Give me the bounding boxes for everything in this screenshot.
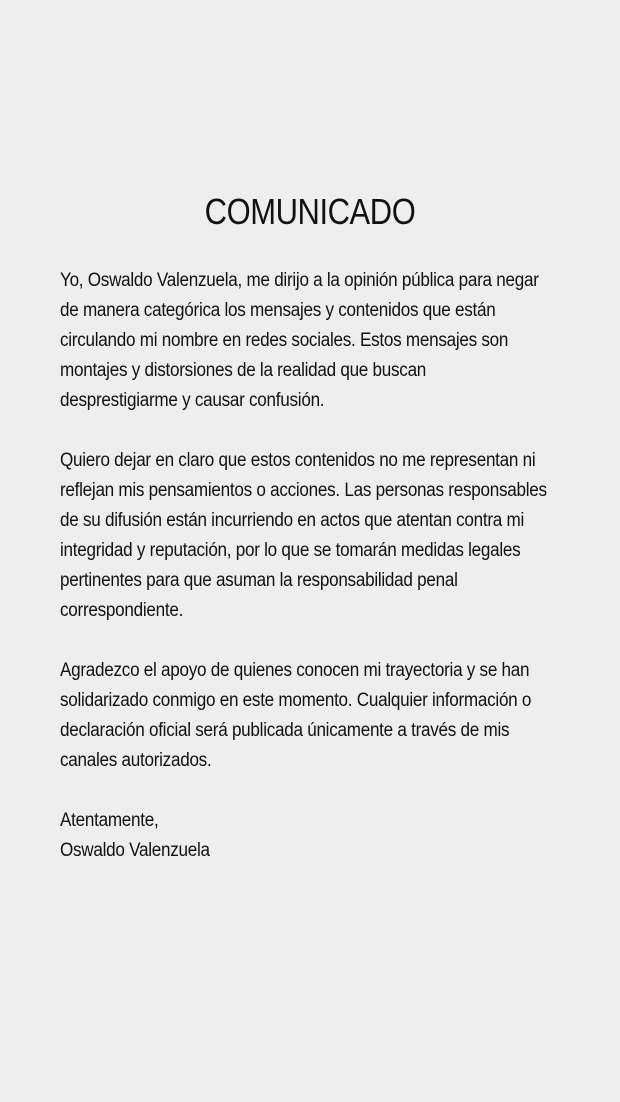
signature-name: Oswaldo Valenzuela — [60, 840, 210, 861]
statement-body — [60, 266, 580, 866]
paragraph-gratitude: Agradezco el apoyo de quienes conocen mi trayectoria y se han solidarizado conmigo en este momento. Cualquier información o declaración oficial será publicada únicamente a través de mis canales autorizados. — [60, 660, 532, 771]
closing-salutation: Atentamente, — [60, 810, 159, 831]
document-title: COMUNICADO — [204, 191, 416, 232]
paragraph-legal-action: Quiero dejar en claro que estos contenidos no me representan ni reflejan mis pensamientos o acciones. Las personas responsables de su difusión están incurriendo en actos que atentan contra mi integridad y reputación, por lo que se tomarán medidas legales pertinentes para que asuman la responsabilidad penal correspondiente. — [60, 450, 547, 621]
paragraph-denial: Yo, Oswaldo Valenzuela, me dirijo a la opinión pública para negar de manera categórica los mensajes y contenidos que están circulando mi nombre en redes sociales. Estos mensajes son montajes y distorsiones de la realidad que buscan desprestigiarme y causar confusión. — [60, 270, 539, 411]
